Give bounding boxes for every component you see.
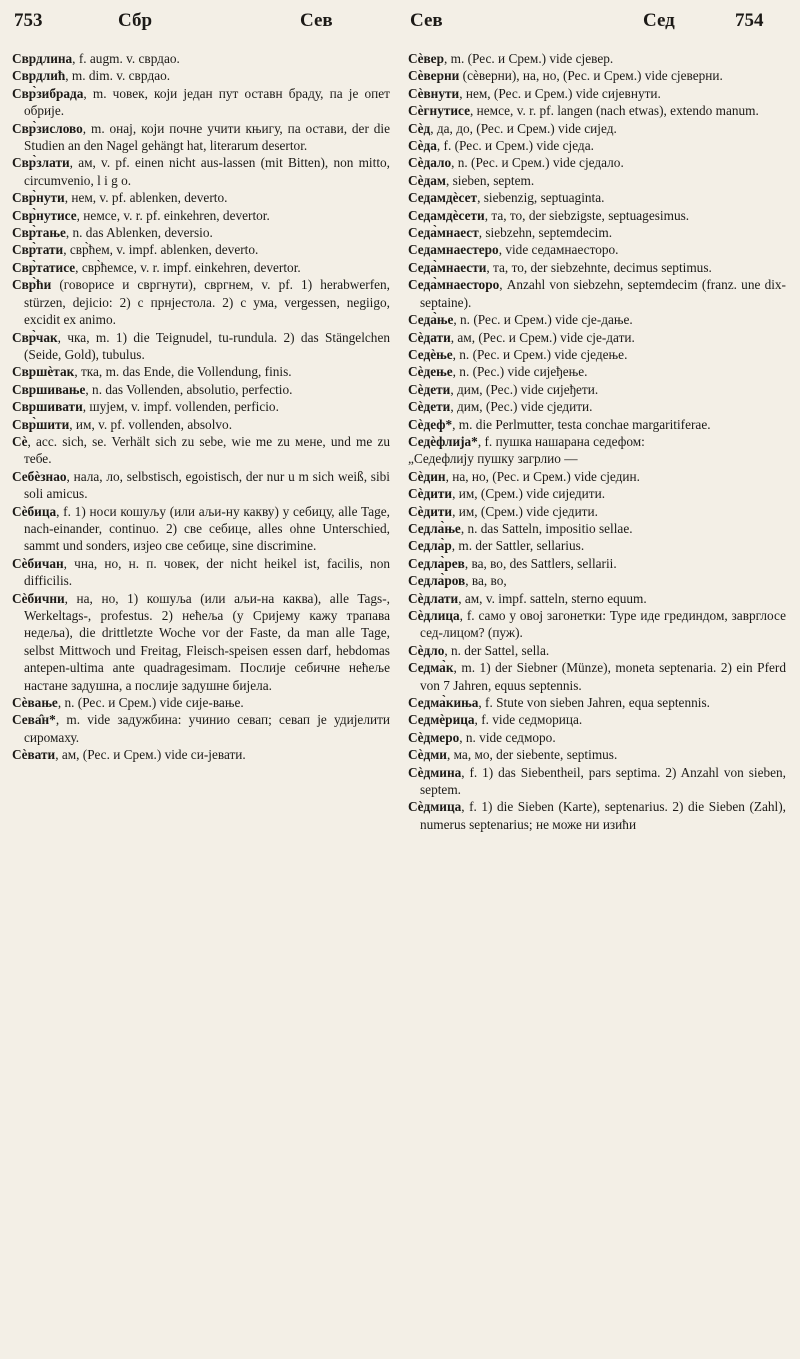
entry-headword: Сѐдми xyxy=(408,747,447,763)
entry-headword: Седа̀мнаесторо xyxy=(408,277,500,293)
entry-headword: Сѐдало xyxy=(408,155,452,171)
dictionary-entry xyxy=(408,329,786,346)
entry-definition: , ам, (Рес. и Срем.) vide сје-дати. xyxy=(450,329,635,345)
entry-definition: , дим, (Рес.) vide сједити. xyxy=(450,399,593,415)
entry-definition: , m. онај, који почне учити књигу, па остави, der die Studien an den Nagel gehängt hat, literarum desertor. xyxy=(24,120,390,154)
dictionary-entry xyxy=(12,711,390,746)
entry-headword: Сѐд xyxy=(408,120,431,136)
entry-headword: Сѐ xyxy=(12,433,28,449)
entry-definition: (сѐверни), на, но, (Рес. и Срем.) vide сјеверни. xyxy=(459,68,723,84)
entry-definition: , нем, v. pf. ablenken, deverto. xyxy=(64,190,228,206)
entry-definition: , f. vide седморица. xyxy=(474,712,583,728)
right-running-head-first: Сев xyxy=(410,10,443,31)
dictionary-entry xyxy=(12,259,390,276)
entry-headword: Сврдлина xyxy=(12,51,73,66)
dictionary-entry xyxy=(408,154,786,171)
dictionary-entry xyxy=(408,485,786,502)
entry-definition: , n. (Рес. и Срем.) vide сије-вање. xyxy=(57,695,244,711)
dictionary-entry xyxy=(12,746,390,763)
dictionary-entry xyxy=(408,555,786,572)
dictionary-entry xyxy=(408,642,786,659)
entry-definition: , n. das Vollenden, absolutio, perfectio. xyxy=(85,381,293,397)
dictionary-entry xyxy=(408,172,786,189)
dictionary-entry xyxy=(408,433,786,450)
dictionary-entry xyxy=(408,259,786,276)
entry-definition: , ам, v. pf. einen nicht aus-lassen (mit Bitten), non mitto, circumvenio, l i g o. xyxy=(24,155,390,188)
entry-definition: , дим, (Рес.) vide сијеђети. xyxy=(450,381,599,397)
dictionary-entry xyxy=(408,746,786,763)
dictionary-entry xyxy=(408,520,786,537)
dictionary-entry xyxy=(12,207,390,224)
dictionary-entry xyxy=(408,224,786,241)
entry-headword: Сѐдлати xyxy=(408,590,459,606)
entry-definition: , ва, во, xyxy=(465,573,507,589)
dictionary-entry xyxy=(12,468,390,503)
dictionary-entry xyxy=(408,590,786,607)
entry-headword: Свр̀зислово xyxy=(12,120,83,136)
entry-headword: Свр̀татисе xyxy=(12,259,76,275)
entry-headword: Сѐбичан xyxy=(12,555,64,571)
entry-headword: Свр̀чак xyxy=(12,329,58,345)
dictionary-entry xyxy=(12,555,390,590)
dictionary-entry xyxy=(408,363,786,380)
right-running-head-last: Сед xyxy=(643,10,675,31)
dictionary-entry xyxy=(408,381,786,398)
dictionary-entry xyxy=(408,798,786,833)
entry-definition: , свр̀ћем, v. impf. ablenken, deverto. xyxy=(63,242,259,258)
dictionary-entry xyxy=(12,433,390,468)
entry-headword: Седамдѐсет xyxy=(408,190,478,206)
entry-headword: Седма̀к xyxy=(408,660,454,676)
entry-definition: , немсе, v. r. pf. einkehren, devertor. xyxy=(76,207,270,223)
entry-definition: , f. 1) das Siebentheil, pars septima. 2) Anzahl von sieben, septem. xyxy=(420,764,786,798)
entry-definition: , ам, (Рес. и Срем.) vide си-јевати. xyxy=(55,747,246,763)
left-running-head-last: Сев xyxy=(300,10,333,31)
left-column xyxy=(12,50,390,1350)
entry-headword: Свршѐтак xyxy=(12,364,75,380)
entry-headword: Седамдѐсети xyxy=(408,207,485,223)
dictionary-entry xyxy=(408,276,786,311)
entry-definition: , f. augm. v. сврдао. xyxy=(72,51,180,66)
entry-definition: , та, то, der siebzigste, septuagesimus. xyxy=(484,207,690,223)
entry-definition: , m. човек, који један пут оставн браду, па је опет обрије. xyxy=(24,85,390,119)
entry-headword: Свршивање xyxy=(12,381,86,397)
entry-definition: , шујем, v. impf. vollenden, perficio. xyxy=(82,399,279,415)
entry-definition: , vide седамнаесторо. xyxy=(498,242,619,258)
entry-definition: , ва, во, des Sattlers, sellarii. xyxy=(464,555,617,571)
entry-definition: , f. пушка нашарана седефом: xyxy=(477,433,645,449)
entry-headword: Свршивати xyxy=(12,399,83,415)
entry-definition: , ма, мо, der siebente, septimus. xyxy=(446,747,618,763)
dictionary-entry xyxy=(12,85,390,120)
entry-headword: Седа̀ње xyxy=(408,312,454,328)
entry-definition: , чна, но, н. п. човек, der nicht heikel ist, facilis, non difficilis. xyxy=(24,555,390,589)
dictionary-entry xyxy=(12,694,390,711)
entry-headword: Сѐдење xyxy=(408,364,453,380)
entry-headword: Седѐње xyxy=(408,346,453,362)
entry-definition: , n. (Рес. и Срем.) vide сједало. xyxy=(451,155,624,171)
entry-headword: Свр̀ћи xyxy=(12,277,52,293)
entry-definition: , siebzehn, septemdecim. xyxy=(478,225,613,241)
entry-definition: (говорисе и свргнути), свргнем, v. pf. 1) herabwerfen, stürzen, dejicio: 2) с прнјестола. 2) с ума, vergessen, negiigo, excidit ex animo. xyxy=(24,277,390,328)
entry-headword: Сѐдлица xyxy=(408,608,460,623)
entry-definition: , sieben, septem. xyxy=(445,172,535,188)
dictionary-entry xyxy=(12,381,390,398)
entry-definition: , f. 1) die Sieben (Karte), septenarius. 2) die Sieben (Zahl), numerus septenarius; не може ни изићи xyxy=(420,799,786,832)
dictionary-entry xyxy=(408,468,786,485)
dictionary-entry xyxy=(408,102,786,119)
entry-headword: Седмѐрица xyxy=(408,712,475,728)
entry-headword: Сѐдети xyxy=(408,381,451,397)
entry-definition: , нала, ло, selbstisch, egoistisch, der nur u m sich weiß, sibi soli amicus. xyxy=(24,468,390,502)
entry-definition: , f. само у овој загонетки: Туре иде грединдом, заврглосе сед-лицом? (пуж). xyxy=(420,608,786,641)
entry-headword: Сѐдити xyxy=(408,486,453,502)
entry-headword: Сѐдин xyxy=(408,468,446,484)
entry-headword: Свр̀зибрада xyxy=(12,85,84,101)
entry-headword: Седа̀мнаест xyxy=(408,225,479,241)
entry-definition: , n. vide седморо. xyxy=(459,729,556,745)
entry-headword: Сева̑н* xyxy=(12,712,56,728)
entry-headword: Свр̀злати xyxy=(12,155,70,171)
dictionary-entry xyxy=(408,189,786,206)
entry-headword: Сѐдмина xyxy=(408,764,462,780)
entry-headword: Себѐзнао xyxy=(12,468,67,484)
entry-definition: , f. Stute von sieben Jahren, equa septennis. xyxy=(478,695,710,711)
dictionary-entry xyxy=(408,694,786,711)
dictionary-entry xyxy=(408,398,786,415)
dictionary-entry xyxy=(408,137,786,154)
entry-headword: Сѐдеф* xyxy=(408,416,453,432)
right-column xyxy=(408,50,786,1350)
entry-definition: , n. das Satteln, impositio sellae. xyxy=(460,520,633,536)
entry-definition: , m. 1) der Siebner (Münze), moneta septenaria. 2) ein Pferd von 7 Jahren, equus septennis. xyxy=(420,660,786,693)
dictionary-entry xyxy=(408,503,786,520)
dictionary-entry xyxy=(408,346,786,363)
entry-headword: Сѐвер xyxy=(408,51,444,66)
entry-headword: Сѐгнутисе xyxy=(408,103,471,119)
page-header xyxy=(0,10,800,40)
entry-headword: Сѐвање xyxy=(12,695,58,711)
entry-definition: , m. vide задужбина: учинио севап; севап је удијелити сиромаху. xyxy=(24,712,390,745)
dictionary-entry xyxy=(408,85,786,102)
dictionary-entry xyxy=(408,67,786,84)
entry-headword: Сѐвати xyxy=(12,747,56,763)
dictionary-entry xyxy=(12,276,390,328)
dictionary-entry xyxy=(408,659,786,694)
entry-definition: , им, (Срем.) vide сједити. xyxy=(452,503,598,519)
entry-headword: Свр̀шити xyxy=(12,416,70,432)
dictionary-entry xyxy=(408,607,786,642)
entry-headword: Седма̀киња xyxy=(408,695,479,711)
entry-headword: Сѐверни xyxy=(408,68,460,84)
entry-headword: Седамнаестеро xyxy=(408,242,499,258)
entry-headword: Сѐдети xyxy=(408,399,451,415)
dictionary-entry xyxy=(12,154,390,189)
entry-headword: Свр̀нути xyxy=(12,190,65,206)
entry-definition: , n. (Рес. и Срем.) vide сје-дање. xyxy=(453,312,633,328)
entry-headword: Сѐдити xyxy=(408,503,453,519)
dictionary-entry xyxy=(408,311,786,328)
entry-headword: Седла̀ње xyxy=(408,520,461,536)
right-page-number: 754 xyxy=(735,10,764,31)
entry-headword: Сврдлић xyxy=(12,68,66,84)
entry-headword: Сѐдам xyxy=(408,172,446,188)
entry-definition: , Anzahl von siebzehn, septemdecim (franz. une dix-septaine). xyxy=(420,277,786,310)
entry-definition: „Седефлију пушку загрлио — xyxy=(408,451,578,467)
entry-headword: Седла̀р xyxy=(408,538,452,554)
entry-headword: Седѐфлија* xyxy=(408,433,478,449)
entry-headword: Свр̀нутисе xyxy=(12,207,77,223)
dictionary-entry xyxy=(408,711,786,728)
entry-headword: Седа̀мнаести xyxy=(408,259,487,275)
entry-definition: , та, то, der siebzehnte, decimus septimus. xyxy=(486,259,712,275)
entry-definition: , n. (Рес. и Срем.) vide сједење. xyxy=(452,346,628,362)
dictionary-entry xyxy=(12,416,390,433)
dictionary-entry xyxy=(408,241,786,258)
left-page-number: 753 xyxy=(14,10,43,31)
dictionary-entry xyxy=(12,224,390,241)
entry-headword: Свр̀тање xyxy=(12,225,66,241)
dictionary-entry xyxy=(12,241,390,258)
dictionary-entry xyxy=(12,363,390,380)
dictionary-entry xyxy=(12,50,390,67)
entry-definition: , m. (Рес. и Срем.) vide сјевер. xyxy=(443,51,614,66)
entry-definition: , немсе, v. r. pf. langen (nach etwas), extendo manum. xyxy=(470,103,759,119)
dictionary-entry xyxy=(12,398,390,415)
dictionary-entry xyxy=(408,50,786,67)
entry-definition: , свр̀ћемсе, v. r. impf. einkehren, devertor. xyxy=(75,259,301,275)
entry-definition: , ам, v. impf. satteln, sterno equum. xyxy=(458,590,647,606)
entry-headword: Сѐдмеро xyxy=(408,729,460,745)
entry-definition: , им, v. pf. vollenden, absolvo. xyxy=(69,416,233,432)
entry-headword: Сѐда xyxy=(408,138,437,154)
dictionary-entry xyxy=(408,416,786,433)
entry-definition: , нем, (Рес. и Срем.) vide сијевнути. xyxy=(459,85,661,101)
entry-definition: , m. der Sattler, sellarius. xyxy=(451,538,585,554)
entry-definition: , им, (Срем.) vide сиједити. xyxy=(452,486,606,502)
left-running-head-first: Сбр xyxy=(118,10,153,31)
dictionary-entry xyxy=(12,590,390,694)
entry-definition: , acc. sich, se. Verhält sich zu sebe, wie me zu мене, und me zu тебе. xyxy=(24,433,390,467)
entry-headword: Сѐдати xyxy=(408,329,451,345)
entry-definition: , на, но, 1) кошуља (или аљи-на каква), alle Tags-, Werkeltags-, profestus. 2) нећеља (у Сриjeму кажу трапава недеља), die drittletzte Woche vor der Faste, da man alle Tage, selbst Mittwoch und Freitag, Fleisch-speisen essen darf, hebdomas antepen-ultima ante quadragesimam. Послије себичне нећеље настане задушна, а послије задушне бијела. xyxy=(24,590,390,693)
dictionary-entry xyxy=(12,120,390,155)
entry-definition: , m. dim. v. свpдao. xyxy=(65,68,171,84)
entry-definition: , siebenzig, septuaginta. xyxy=(477,190,605,206)
entry-headword: Сѐбични xyxy=(12,590,65,606)
entry-definition: , n. (Рес.) vide сијеђење. xyxy=(452,364,588,380)
entry-headword: Свр̀тати xyxy=(12,242,64,258)
entry-headword: Сѐбица xyxy=(12,503,57,519)
dictionary-entry xyxy=(12,503,390,555)
dictionary-entry xyxy=(408,729,786,746)
dictionary-entry xyxy=(408,572,786,589)
entry-headword: Седла̀рев xyxy=(408,555,465,571)
dictionary-entry xyxy=(12,67,390,84)
entry-headword: Сѐдмица xyxy=(408,799,462,815)
dictionary-entry xyxy=(408,120,786,137)
dictionary-entry xyxy=(408,450,786,467)
dictionary-entry xyxy=(12,189,390,206)
entry-definition: , n. der Sattel, sella. xyxy=(444,642,550,658)
entry-definition: , да, до, (Рес. и Срем.) vide сијед. xyxy=(430,120,617,136)
dictionary-entry xyxy=(408,537,786,554)
entry-headword: Сѐвнути xyxy=(408,85,460,101)
entry-definition: , f. 1) носи кошуљу (или аљи-ну какву) у себицу, alle Tage, nach-einander, continuo. 2) све себице, alles ohne Unterschied, sammt und sonders, изјео све себице, sine discrimine. xyxy=(24,503,390,554)
entry-definition: , тка, m. das Ende, die Vollendung, finis. xyxy=(74,364,292,380)
entry-definition: , чка, m. 1) die Teignudel, tu-rundula. 2) das Stängelchen (Seide, Gold), tubulus. xyxy=(24,329,390,362)
entry-definition: , f. (Рес. и Срем.) vide сједа. xyxy=(436,138,594,154)
entry-definition: , на, но, (Рес. и Срем.) vide сједин. xyxy=(445,468,640,484)
dictionary-entry xyxy=(12,329,390,364)
entry-headword: Седла̀ров xyxy=(408,573,466,589)
dictionary-entry xyxy=(408,764,786,799)
dictionary-entry xyxy=(408,207,786,224)
entry-definition: , m. die Perlmutter, testa conchae margaritiferae. xyxy=(452,416,711,432)
entry-definition: , n. das Ablenken, deversio. xyxy=(65,225,213,241)
entry-headword: Сѐдло xyxy=(408,642,445,658)
